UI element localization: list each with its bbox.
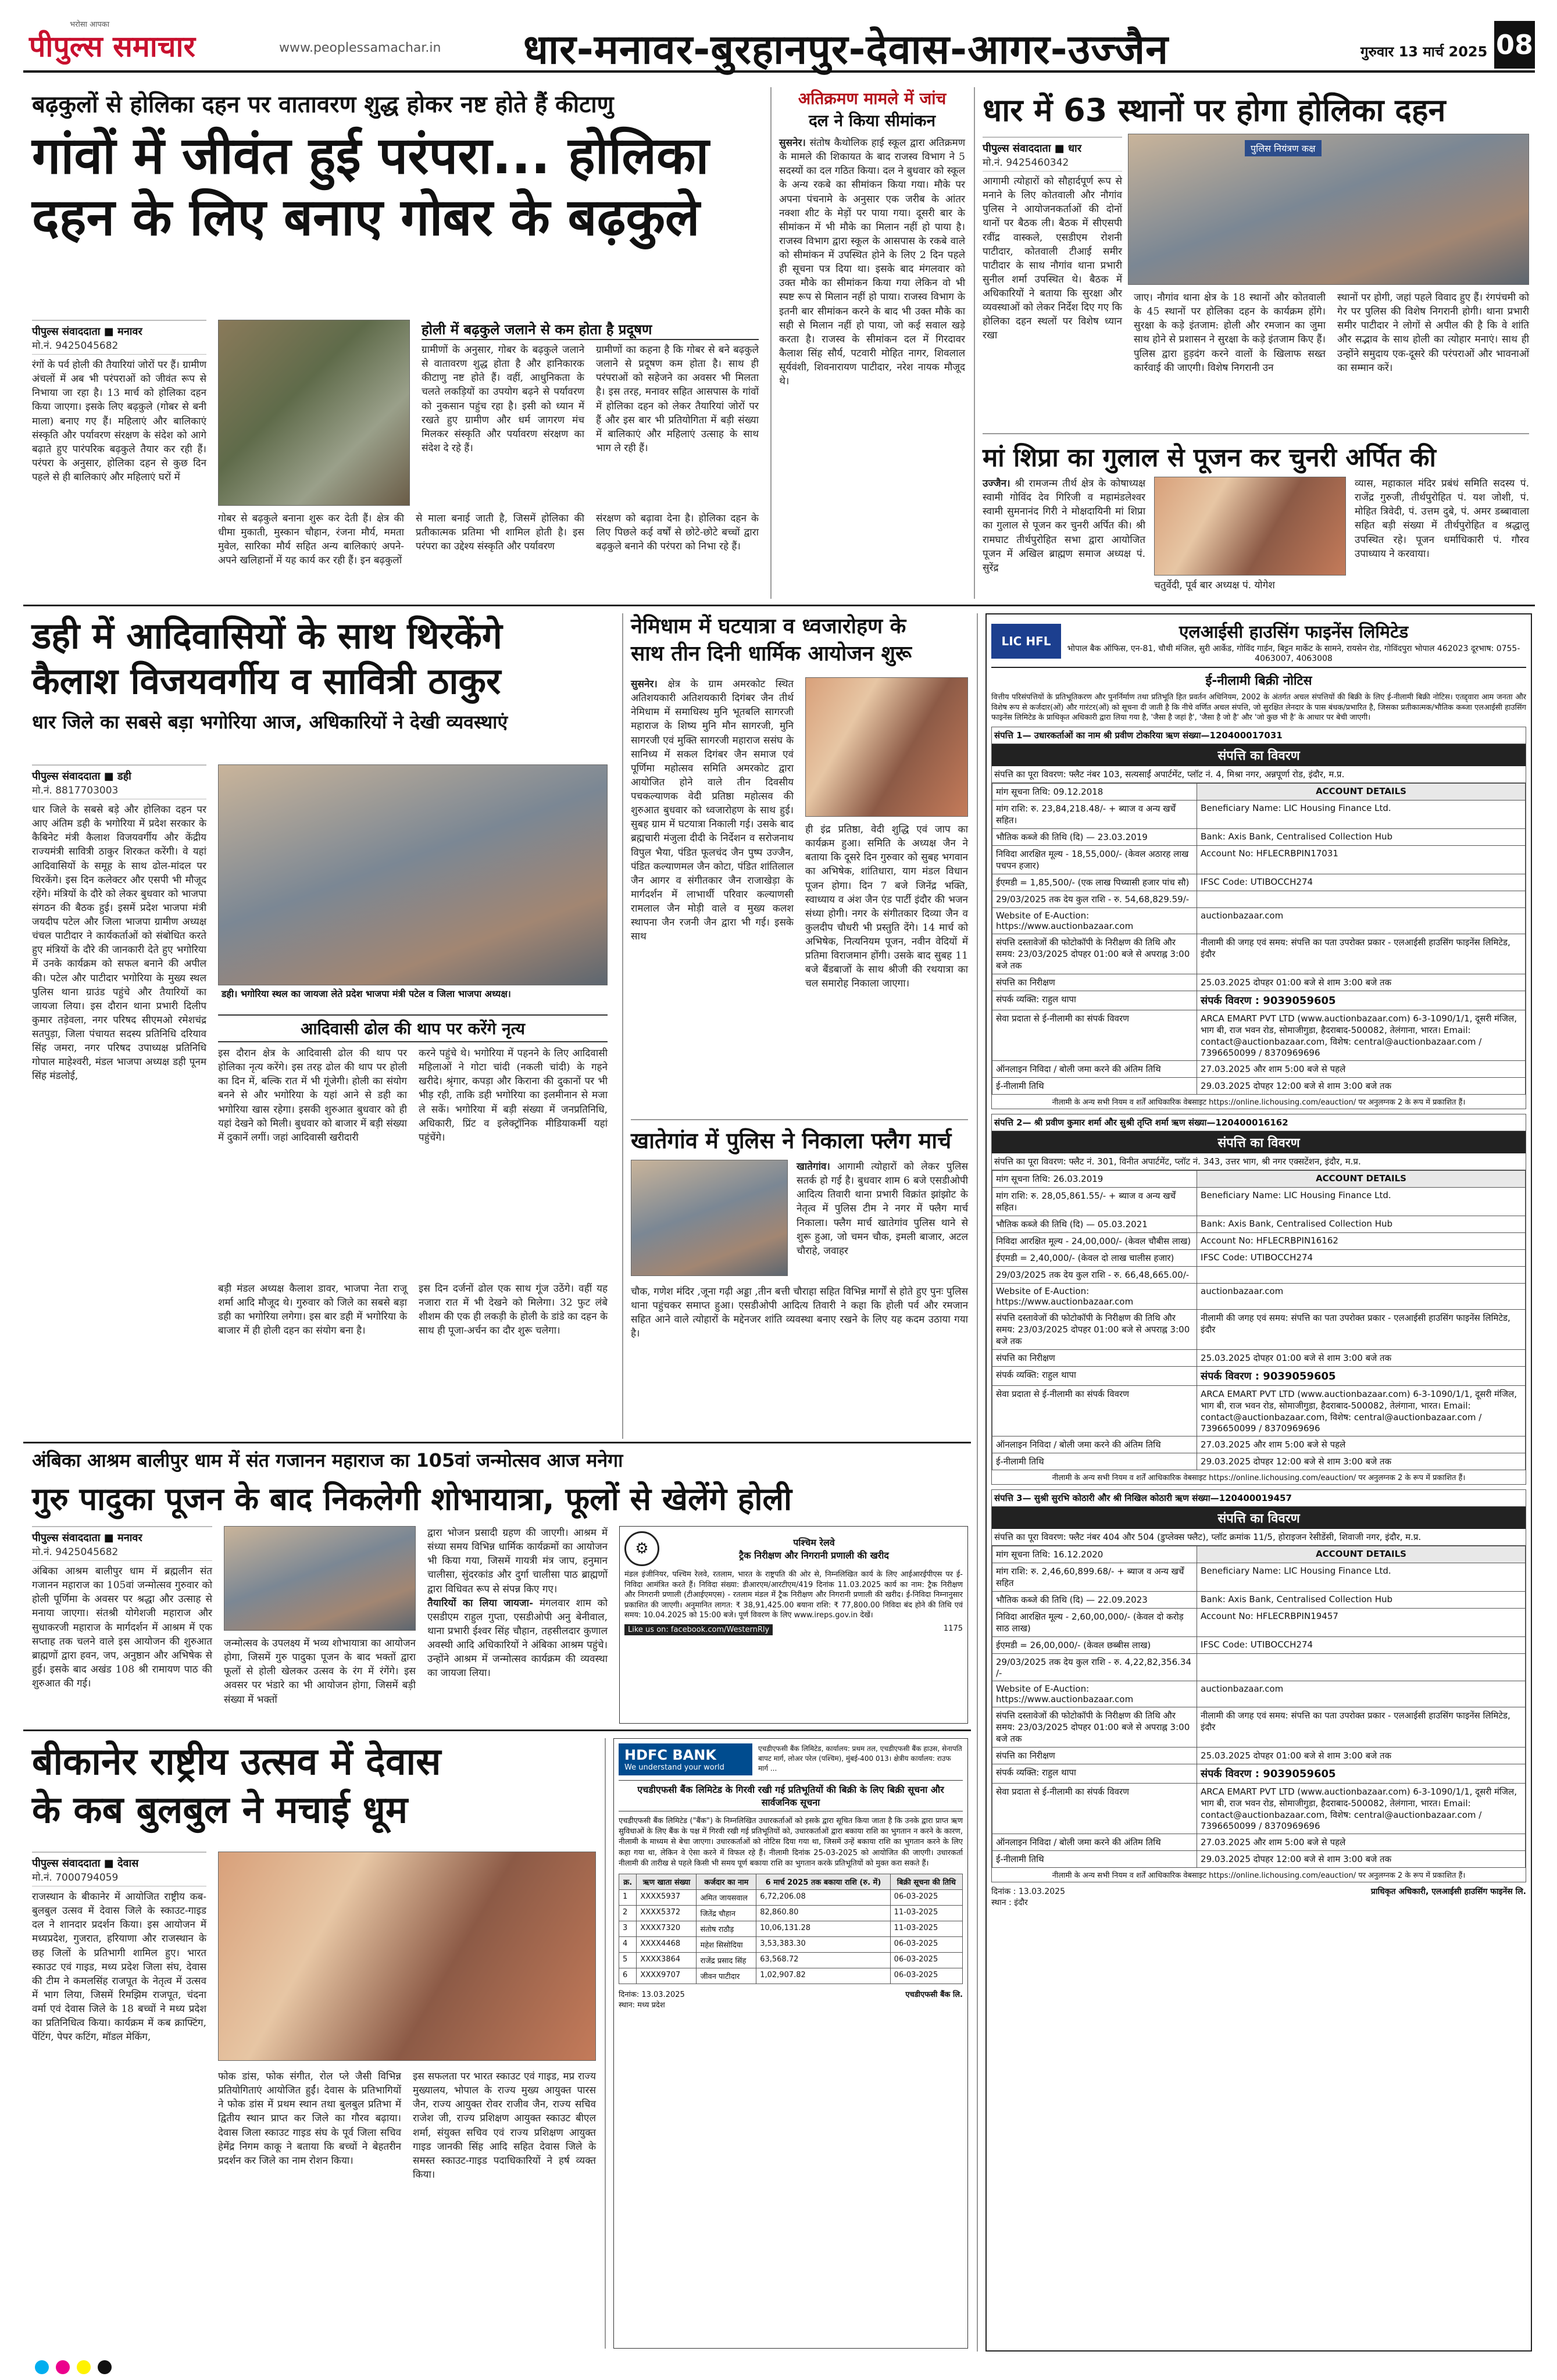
reporter-mobile: मो.नं. 9425045682 [32,1545,212,1561]
table-header: कर्जदार का नाम [697,1874,756,1889]
story-title-line2[interactable]: के कब बुलबुल ने मचाई धूम [32,1789,408,1832]
lic-hfl-notice: LIC HFL एलआईसी हाउसिंग फाइनेंस लिमिटेड भोपाल बैक ऑफिस, एन-81, चौथी मंजिल, सुरी आर्केड, गोविंद गार्डन, बिट्टन मार्केट के सामने, रायसेन रोड, गोविंदपुरा भोपाल 462023 दूरभाष: 0755-4063007, 4063008 ई-नीलामी बिक्री नोटिस वित्तीय परिसंपत्तियों के प्रतिभूतिकरण और पुनर्निर्माण तथा प्रतिभूति हित प्रवर्तन अधिनियम, 2002 के अंतर्गत अचल संपत्तियों की बिक्री के लिए ई-नीलामी बिक्री नोटिस। एतद्द्वारा आम जनता और विशेष रूप से कर्जदार(ओं) और गारंटर(ओं) को सूचना दी जाती है कि नीचे वर्णित अचल संपत्ति, जो सुरक्षित लेनदार के पास बंधक/प्रभारित है, जिसका प्रतीकात्मक/भौतिक कब्जा एलआईसी हाउसिंग फाइनेंस लिमिटेड के प्राधिकृत अधिकारी द्वारा लिया गया है, 'जैसा है जहां है', 'जैसा है जो है' और 'जो कुछ भी है' के आधार पर बेची जाएगी। संपत्ति 1— उधारकर्ताओं का नाम श्री प्रवीण टोकरिया ऋण संख्या—120400017031 संपत्ति का विवरण संपत्ति का पूरा विवरण: फ्लैट नंबर 103, सत्यसाईं अपार्टमेंट, प्लॉट नं. 4, मिश्रा नगर, अन्नपूर्णा रोड, इंदौर, म.प्र. मांग सूचना तिथि: 09.12.2018 ACCOUNT DETAILS मांग राशि: रु. 23,84,218.48/- + ब्याज व अन्य खर्चें सहित। Beneficiary Name: LIC Housing Finance Ltd. भौतिक कब्जे की तिथि (दि) — 23.03.2019 Bank: Axis Bank, Centralised Collection Hub निविदा आरक्षित मूल्य - 18,55,000/- (केवल अठारह लाख पचपन हजार) Account No: HFLECRBPIN17031 ईएमडी = 1,85,500/- (एक लाख पिच्यासी हजार पांच सौ) IFSC Code: UTIBOCCH274 29/03/2025 तक देय कुल राशि - रु. 54,68,829.59/- Website of E-Auction: https://www.auctionbazaar.com auctionbazaar.com संपत्ति दस्तावेजों की फोटोकॉपी के निरीक्षण की तिथि और समय: 23/03/2025 दोपहर 01:00 बजे से अपराह्न 3:00 बजे तक नीलामी की जगह एवं समय: संपत्ति का पता उपरोक्त प्रकार - एलआईसी हाउसिंग फाइनेंस लिमिटेड, इंदौर संपत्ति का निरीक्षण 25.03.2025 दोपहर 01:00 बजे से शाम 3:00 बजे तक संपर्क व्यक्ति: राहुल थापा संपर्क विवरण : 9039059605 सेवा प्रदाता से ई-नीलामी का संपर्क विवरण ARCA EMART PVT LTD (www.auctionbazaar.com) 6-3-1090/1/1, दूसरी मंजिल, भाग बी, राज भवन रोड, सोमाजीगुडा, हैदराबाद-500082, तेलंगाना, भारत। Email: contact@auctionbazaar.com, विशेष: central@auctionbazaar.com / 7396650099 / 8370969696 ऑनलाइन निविदा / बोली जमा करने की अंतिम तिथि 27.03.2025 और शाम 5:00 बजे से पहले ई-नीलामी तिथि 29.03.2025 दोपहर 12:00 बजे से शाम 3:00 बजे तक नीलामी के अन्य सभी नियम व शर्तें आधिकारिक वेबसाइट https://online.lichousing.com/eauction/ पर अनुलग्नक 2 के रूप में प्रकाशित हैं। संपत्ति 2— श्री प्रवीण कुमार शर्मा और सुश्री तृप्ति शर्मा ऋण संख्या—120400016162 संपत्ति का विवरण संपत्ति का पूरा विवरण: फ्लैट नं. 301, विनीत अपार्टमेंट, प्लॉट नं. 343, उत्तर भाग, श्री नगर एक्सटेंशन, इंदौर, म.प्र. मांग सूचना तिथि: 26.03.2019 ACCOUNT DETAILS मांग राशि: रु. 28,05,861.55/- + ब्याज व अन्य खर्चें सहित। Beneficiary Name: LIC Housing Finance Ltd. भौतिक कब्जे की तिथि (दि) — 05.03.2021 Bank: Axis Bank, Centralised Collection Hub निविदा आरक्षित मूल्य - 24,00,000/- (केवल चौबीस लाख) Account No: HFLECRBPIN16162 ईएमडी = 2,40,000/- (केवल दो लाख चालीस हजार) IFSC Code: UTIBOCCH274 29/03/2025 तक देय कुल राशि - रु. 66,48,665.00/- Website of E-Auction: https://www.auctionbazaar.com auctionbazaar.com संपत्ति दस्तावेजों की फोटोकॉपी के निरीक्षण की तिथि और समय: 23/03/2025 दोपहर 01:00 बजे से अपराह्न 3:00 बजे तक नीलामी की जगह एवं समय: संपत्ति का पता उपरोक्त प्रकार - एलआईसी हाउसिंग फाइनेंस लिमिटेड, इंदौर संपत्ति का निरीक्षण 25.03.2025 दोपहर 01:00 बजे से शाम 3:00 बजे तक संपर्क व्यक्ति: राहुल थापा संपर्क विवरण : 9039059605 सेवा प्रदाता से ई-नीलामी का संपर्क विवरण ARCA EMART PVT LTD (www.auctionbazaar.com) 6-3-1090/1/1, दूसरी मंजिल, भाग बी, राज भवन रोड, सोमाजीगुडा, हैदराबाद-500082, तेलंगाना, भारत। Email: contact@auctionbazaar.com, विशेष: central@auctionbazaar.com / 7396650099 / 8370969696 ऑनलाइन निविदा / बोली जमा करने की अंतिम तिथि 27.03.2025 और शाम 5:00 बजे से पहले ई-नीलामी तिथि 29.03.2025 दोपहर 12:00 बजे से शाम 3:00 बजे तक नीलामी के अन्य सभी नियम व शर्तें आधिकारिक वेबसाइट https://online.lichousing.com/eauction/ पर अनुलग्नक 2 के रूप में प्रकाशित हैं। संपत्ति 3— सुश्री सुरभि कोठारी और श्री निखिल कोठारी ऋण संख्या—120400019457 संपत्ति का विवरण संपत्ति का पूरा विवरण: फ्लैट नंबर 404 और 504 (डुप्लेक्स फ्लैट), प्लॉट क्रमांक 11/5, होराइजन रेसीडेंसी, शिवाजी नगर, इंदौर, म.प्र. मांग सूचना तिथि: 16.12.2020 ACCOUNT DETAILS मांग राशि: रु. 2,46,60,899.68/- + ब्याज व अन्य खर्चें सहित Beneficiary Name: LIC Housing Finance Ltd. भौतिक कब्जे की तिथि (दि) — 22.09.2023 Bank: Axis Bank, Centralised Collection Hub निविदा आरक्षित मूल्य - 2,60,00,000/- (केवल दो करोड़ साठ लाख) Account No: HFLECRBPIN19457 ईएमडी = 26,00,000/- (केवल छब्बीस लाख) IFSC Code: UTIBOCCH274 29/03/2025 तक देय कुल राशि - रु. 4,22,82,356.34 /- Website of E-Auction: https://www.auctionbazaar.com auctionbazaar.com संपत्ति दस्तावेजों की फोटोकॉपी के निरीक्षण की तिथि और समय: 23/03/2025 दोपहर 01:00 बजे से अपराह्न 3:00 बजे तक नीलामी की जगह एवं समय: संपत्ति का पता उपरोक्त प्रकार - एलआईसी हाउसिंग फाइनेंस लिमिटेड, इंदौर संपत्ति का निरीक्षण 25.03.2025 दोपहर 01:00 बजे से शाम 3:00 बजे तक संपर्क व्यक्ति: राहुल थापा संपर्क विवरण : 9039059605 सेवा प्रदाता से ई-नीलामी का संपर्क विवरण ARCA EMART PVT LTD (www.auctionbazaar.com) 6-3-1090/1/1, दूसरी मंजिल, भाग बी, राज भवन रोड, सोमाजीगुडा, हैदराबाद-500082, तेलंगाना, भारत। Email: contact@auctionbazaar.com, विशेष: central@auctionbazaar.com / 7396650099 / 8370969696 ऑनलाइन निविदा / बोली जमा करने की अंतिम तिथि 27.03.2025 और शाम 5:00 बजे से पहले ई-नीलामी तिथि 29.03.2025 दोपहर 12:00 बजे से शाम 3:00 बजे तक नीलामी के अन्य सभी नियम व शर्तें आधिकारिक वेबसाइट https://online.lichousing.com/eauction/ पर अनुलग्नक 2 के रूप में प्रकाशित हैं। दिनांक : 13.03.2025 स्थान : इंदौर प्राधिकृत अधिकारी, एलआईसी हाउसिंग फाइनेंस लि. [985,613,1532,2352]
story-body-cont2: से माला बनाई जाती है, जिसमें होलिका की प्रतीकात्मक प्रतिमा भी शामिल होती है। इस परंपरा का उद्देश्य संस्कृति और पर्यावरण [416,513,584,553]
lic-address: भोपाल बैक ऑफिस, एन-81, चौथी मंजिल, सुरी आर्केड, गोविंद गार्डन, बिट्टन मार्केट के सामने, रायसेन रोड, गोविंदपुरा भोपाल 462023 दूरभाष: 0755-4063007, 4063008 [1067,644,1520,663]
lic-property-2: संपत्ति 2— श्री प्रवीण कुमार शर्मा और सुश्री तृप्ति शर्मा ऋण संख्या—120400016162 संपत्ति का विवरण संपत्ति का पूरा विवरण: फ्लैट नं. 301, विनीत अपार्टमेंट, प्लॉट नं. 343, उत्तर भाग, श्री नगर एक्सटेंशन, इंदौर, म.प्र. मांग सूचना तिथि: 26.03.2019 ACCOUNT DETAILS मांग राशि: रु. 28,05,861.55/- + ब्याज व अन्य खर्चें सहित। Beneficiary Name: LIC Housing Finance Ltd. भौतिक कब्जे की तिथि (दि) — 05.03.2021 Bank: Axis Bank, Centralised Collection Hub निविदा आरक्षित मूल्य - 24,00,000/- (केवल चौबीस लाख) Account No: HFLECRBPIN16162 ईएमडी = 2,40,000/- (केवल दो लाख चालीस हजार) IFSC Code: UTIBOCCH274 29/03/2025 तक देय कुल राशि - रु. 66,48,665.00/- Website of E-Auction: https://www.auctionbazaar.com auctionbazaar.com संपत्ति दस्तावेजों की फोटोकॉपी के निरीक्षण की तिथि और समय: 23/03/2025 दोपहर 01:00 बजे से अपराह्न 3:00 बजे तक नीलामी की जगह एवं समय: संपत्ति का पता उपरोक्त प्रकार - एलआईसी हाउसिंग फाइनेंस लिमिटेड, इंदौर संपत्ति का निरीक्षण 25.03.2025 दोपहर 01:00 बजे से शाम 3:00 बजे तक संपर्क व्यक्ति: राहुल थापा संपर्क विवरण : 9039059605 सेवा प्रदाता से ई-नीलामी का संपर्क विवरण ARCA EMART PVT LTD (www.auctionbazaar.com) 6-3-1090/1/1, दूसरी मंजिल, भाग बी, राज भवन रोड, सोमाजीगुडा, हैदराबाद-500082, तेलंगाना, भारत। Email: contact@auctionbazaar.com, विशेष: central@auctionbazaar.com / 7396650099 / 8370969696 ऑनलाइन निविदा / बोली जमा करने की अंतिम तिथि 27.03.2025 और शाम 5:00 बजे से पहले ई-नीलामी तिथि 29.03.2025 दोपहर 12:00 बजे से शाम 3:00 बजे तक नीलामी के अन्य सभी नियम व शर्तें आधिकारिक वेबसाइट https://online.lichousing.com/eauction/ पर अनुलग्नक 2 के रूप में प्रकाशित हैं। [991,1114,1526,1485]
table-cell: 11-03-2025 [890,1905,962,1921]
badkule-photo [218,320,410,506]
reporter-mobile: मो.नं. 9425045682 [32,338,206,355]
nemidham-photo [805,677,968,817]
story-body-col1: आगामी त्योहारों को सौहार्दपूर्ण रूप से मनाने के लिए कोतवाली और नौगांव पुलिस ने आयोजनकर्ताओं की दोनों थानों पर बैठक ली। बैठक में सीएसपी रवींद्र वास्कले, एसडीएम रोशनी पाटीदार, कोतवाली टीआई समीर पाटीदार के साथ नौगांव थाना प्रभारी सुनील शर्मा उपस्थित थे। बैठक में अधिकारियों ने बताया कि सुरक्षा और व्यवस्थाओं को लेकर निर्देश दिए गए कि होलिका दहन स्थलों पर विशेष ध्यान रखा [983,176,1122,342]
story-body-col1: सुसनेर। क्षेत्र के ग्राम अमरकोट स्थित अतिशयकारी अतिशयकारी दिगंबर जैन तीर्थ नेमिधाम में समाधिस्थ मुनि भूतबलि सागरजी महाराज के शिष्य मुनि मौन सागरजी, मुनि सागरजी एवं मुक्ति सागरजी महाराज ससंघ के सानिध्य में सकल दिगंबर जैन समाज एवं पूर्णिमा महोत्सव समिति अमरकोट द्वारा आयोजित होने वाले तीन दिवसीय पचकल्याणक वेदी प्रतिष्ठा महोत्सव की शुरुआत बुधवार को ध्वजारोहण के साथ हुई। सुबह ग्राम में घटयात्रा निकाली गई। उसके बाद ब्रह्मचारी मंजुला दीदी के निर्देशन व सरोजनाथ विपुल भैया, पंडित फूलचंद जैन पुष्प उज्जैन, पंडित कल्याणमल जैन कोटा, पंडित शांतिलाल जैन आगर व संगीतकार जैन राजाखेड़ा के मार्गदर्शन में लाभार्थी परिवार कल्याणसी रामलाल जैन मोड़ी वाले व मुख्य कलश स्थापना जैन रजनी जैन द्वारा भी गई। इसके साथ [631,678,794,943]
story-body-col3: ग्रामीणों का कहना है कि गोबर से बने बढ़कुले जलाने से प्रदूषण कम होता है। साथ ही परंपराओं को सहेजने का अवसर भी मिलता है। इस तरह, मनावर सहित आसपास के गांवों में होलिका दहन को लेकर तैयारियां जोरों पर हैं और इस बार भी प्रतियोगिता में बड़ी संख्या में बालिकाएं और महिलाएं उत्साह के साथ भाग ले रही हैं। [596,344,759,454]
hdfc-notice: HDFC BANK We understand your world एचडीएफसी बैंक लिमिटेड, कार्यालय: प्रथम तल, एचडीएफसी बैंक हाउस, सेनापति बापट मार्ग, लोअर परेल (पश्चिम), मुंबई-400 013। क्षेत्रीय कार्यालय: राउफ मार्ग ... एचडीएफसी बैंक लिमिटेड के गिरवी रखी गई प्रतिभूतियों की बिक्री के लिए बिक्री सूचना और सार्वजनिक सूचना एचडीएफसी बैंक लिमिटेड ("बैंक") के निम्नलिखित उधारकर्ताओं को इसके द्वारा सूचित किया जाता है कि उनके द्वारा प्राप्त ऋण सुविधाओं के लिए बैंक के पक्ष में गिरवी रखी गई प्रतिभूतियों को, उधारकर्ताओं द्वारा बकाया राशि का भुगतान न करने के कारण, नीलामी के माध्यम से बेचा जाएगा। उधारकर्ताओं को नोटिस दिया गया था, जिसमें उन्हें बकाया राशि का भुगतान करने के लिए कहा गया था, लेकिन वे ऐसा करने में विफल रहे हैं। नीलामी दिनांक 25-03-2025 को आयोजित की जाएगी। उधारकर्ता नीलामी की तारीख से पहले किसी भी समय पूर्ण बकाया राशि का भुगतान करके प्रतिभूतियों को मुक्त करा सकते हैं। क्र. ऋण खाता संख्या कर्जदार का नाम 6 मार्च 2025 तक बकाया राशि (रु. में) बिक्री सूचना की तिथि 1 XXXX5937 अमित जायसवाल 6,72,206.08 06-03-2025 2 XXXX5372 जितेंद्र चौहान 82,860.80 11-03-2025 3 XXXX7320 संतोष राठौड़ 10,06,131.28 11-03-2025 4 XXXX4468 महेश सिसोदिया 3,53,383.30 06-03-2025 5 XXXX3864 राजेंद्र प्रसाद सिंह 63,568.72 06-03-2025 6 XXXX9707 जीवन पाटीदार 1,02,907.82 06-03-2025 दिनांक: 13.03.2025 स्थान: मध्य प्रदेश एचडीएफसी बैंक लि. [613,1738,968,2349]
lic-logo: LIC HFL [991,624,1061,659]
table-cell: राजेंद्र प्रसाद सिंह [697,1952,756,1968]
table-header: क्र. [619,1874,637,1889]
story-body-col2: चौक, गणेश मंदिर ,जूना गढ़ी अड्डा ,तीन बत्ती चौराहा सहित विभिन्न मार्गों से होते हुए पुनः पुलिस थाना पहुंचकर समाप्त हुआ। एसडीओपी आदित्य तिवारी ने कहा कि होली पर्व और रमजान सहित आने वाले त्योहारों के मद्देनजर शांति व्यवस्था बनाए रखने के लिए यह कदम उठाया गया है। [631,1286,968,1340]
railway-body: मंडल इंजीनियर, पश्चिम रेलवे, रतलाम, भारत के राष्ट्रपति की ओर से, निम्नलिखित कार्य के लिए आईआरईपीएस पर ई-निविदा आमंत्रित करते हैं। निविदा संख्या: डीआरएम/आरटीएम/419 दिनांक 11.03.2025 कार्य का नाम: ट्रैक निरीक्षण और निगरानी प्रणाली (टीआईएमएस) - रतलाम मंडल में ट्रैक निरीक्षण और निगरानी प्रणाली की खरीद। ई-निविदा निम्नानुसार प्रकाशित की जाएगी। अनुमानित लागत: ₹ 38,91,425.00 बयाना राशि: ₹ 77,800.00 निविदा बंद होने की तिथि एवं समय: 10.04.2025 को 15:00 बजे। पूर्ण विवरण के लिए www.ireps.gov.in देखें। [624,1570,963,1620]
table-cell: 06-03-2025 [890,1889,962,1905]
railway-notice: ⚙ पश्चिम रेलवे ट्रैक निरीक्षण और निगरानी प्रणाली की खरीद मंडल इंजीनियर, पश्चिम रेलवे, रतलाम, भारत के राष्ट्रपति की ओर से, निम्नलिखित कार्य के लिए आईआरईपीएस पर ई-निविदा आमंत्रित करते हैं। निविदा संख्या: डीआरएम/आरटीएम/419 दिनांक 11.03.2025 कार्य का नाम: ट्रैक निरीक्षण और निगरानी प्रणाली (टीआईएमएस) - रतलाम मंडल में ट्रैक निरीक्षण और निगरानी प्रणाली की खरीद। ई-निविदा निम्नानुसार प्रकाशित की जाएगी। अनुमानित लागत: ₹ 38,91,425.00 बयाना राशि: ₹ 77,800.00 निविदा बंद होने की तिथि एवं समय: 10.04.2025 को 15:00 बजे। पूर्ण विवरण के लिए www.ireps.gov.in देखें। Like us on: facebook.com/WesternRly 1175 [619,1526,968,1724]
story-flag-march [631,1125,968,1427]
hdfc-title: एचडीएफसी बैंक लिमिटेड के गिरवी रखी गई प्रतिभूतियों की बिक्री के लिए बिक्री सूचना और सार्वजनिक सूचना [619,1780,963,1811]
table-header: 6 मार्च 2025 तक बकाया राशि (रु. में) [756,1874,890,1889]
story-body-col1: खातेगांव। आगामी त्योहारों को लेकर पुलिस सतर्क हो गई है। बुधवार शाम 6 बजे एसडीओपी आदित्य तिवारी थाना प्रभारी विक्रांत झांझोट के नेतृत्व में पुलिस टीम ने नगर में फ्लैग मार्च निकाला। फ्लैग मार्च खातेगांव पुलिस थाने से शुरू हुआ, जो चमन चौक, इमली बाजार, अटल चौराहे, जवाहर [797,1161,968,1257]
logo-tagline: भरोसा आपका [70,20,110,29]
story-title-line2[interactable]: कैलाश विजयवर्गीय व सावित्री ठाकुर [32,659,501,702]
story-title-line1[interactable]: नेमिधाम में घटयात्रा व ध्वजारोहण के [631,614,906,638]
story-body: रंगों के पर्व होली की तैयारियां जोरों पर हैं। ग्रामीण अंचलों में अब भी परंपराओं को जीवंत रूप से निभाया जा रहा है। 13 मार्च को होलिका दहन किया जाएगा। इसके लिए बढ़कुले (गोबर से बनी माला) बनाए गए हैं। महिलाएं और बालिकाएं संस्कृति और पर्यावरण संरक्षण के संदेश को आगे बढ़ाते हुए पारंपरिक बढ़कुले तैयार कर रही हैं। परंपरा के अनुसार, होलिका दहन से कुछ दिन पहले से ही बालिकाएं और महिलाएं घरों में [32,359,206,483]
story-title[interactable]: खातेगांव में पुलिस ने निकाला फ्लैग मार्च [631,1128,952,1153]
reporter-mobile: मो.नं. 7000794059 [32,1870,206,1886]
story-kicker: अतिक्रमण मामले में जांच [798,89,947,108]
story-body-col3: व्यास, महाकाल मंदिर प्रबंधं समिति सदस्य पं. राजेंद्र गुरुजी, तीर्थपुरोहित पं. यश जोशी, पं. मोहित त्रिवेदी, पं. उत्तम दुबे, पं. अमर डब्बावाला सहित बड़ी संख्या में तीर्थपुरोहित व श्रद्धालु उपस्थित रहे। पूजन धर्माधिकारी पं. गौरव उपाध्याय ने करवाया। [1355,478,1529,560]
story-subhead: आदिवासी ढोल की थाप पर करेंगे नृत्य [218,1014,608,1042]
table-cell: XXXX5372 [637,1905,697,1921]
railway-brand: पश्चिम रेलवे [793,1537,835,1548]
table-cell: महेश सिसोदिया [697,1936,756,1952]
auction-website[interactable]: Website of E-Auction: https://www.auctionbazaar.com [992,907,1197,934]
story-title-line1[interactable]: गांवों में जीवंत हुई परंपरा... होलिका [32,126,709,185]
table-row [619,1921,963,1936]
byline: पीपुल्स संवाददाता ■ मनावर [32,320,206,338]
table-cell: XXXX5937 [637,1889,697,1905]
hdfc-body: एचडीएफसी बैंक लिमिटेड ("बैंक") के निम्नलिखित उधारकर्ताओं को इसके द्वारा सूचित किया जाता है कि उनके द्वारा प्राप्त ऋण सुविधाओं के लिए बैंक के पक्ष में गिरवी रखी गई प्रतिभूतियों को, उधारकर्ताओं द्वारा बकाया राशि का भुगतान न करने के कारण, नीलामी के माध्यम से बेचा जाएगा। उधारकर्ताओं को नोटिस दिया गया था, जिसमें उन्हें बकाया राशि का भुगतान करने के लिए कहा गया था, लेकिन वे ऐसा करने में विफल रहे हैं। नीलामी दिनांक 25-03-2025 को आयोजित की जाएगी। उधारकर्ता नीलामी की तारीख से पहले किसी भी समय पूर्ण बकाया राशि का भुगतान करके प्रतिभूतियों को मुक्त करा सकते हैं। [619,1817,963,1868]
auction-website[interactable]: Website of E-Auction: https://www.auctionbazaar.com [992,1681,1197,1707]
hdfc-borrower-table [619,1874,963,1984]
table-cell: 63,568.72 [756,1952,890,1968]
table-cell: XXXX9707 [637,1968,697,1984]
story-body-col1: धार जिले के सबसे बड़े और होलिका दहन पर आए अंतिम डही के भगोरिया में प्रदेश सरकार के कैबिनेट मंत्री कैलाश विजयवर्गीय और केंद्रीय राज्यमंत्री सावित्री ठाकुर शिरकत करेंगी। वे यहां आदिवासियों के समूह के साथ ढोल-मांदल पर थिरकेंगे। इस दिन कलेक्टर और एसपी भी मौजूद रहेंगे। मंत्रियों के दौरे को लेकर बुधवार को भाजपा संगठन की बैठक हुई। इसमें प्रदेश भाजपा मंत्री जयदीप पटेल और जिला भाजपा ग्रामीण अध्यक्ष चंचल पाटीदार ने कार्यकर्ताओं को संबोधित करते हुए मंत्रियों के दौरे की जानकारी देते हुए भगोरिया में उनके कार्यक्रम को सफल बनाने की अपील की। पटेल और पाटीदार भगोरिया के मुख्य स्थल पुलिस थाना ग्राउंड पहुंचे और तैयारियों का जायजा लिया। इस दौरान थाना प्रभारी दिलीप कुमार तड़ेवला, नगर परिषद सीएमओ रमेशचंद्र सतपुड़ा, जिला पंचायत सदस्य प्रतिनिधि दरियाव सिंह जमरा, नगर परिषद उपाध्यक्ष प्रतिनिधि गोपाल माहेश्वरी, मंडल भाजपा अध्यक्ष डही पूनम सिंह मंडलोई, [32,804,206,1082]
ashram-photo [224,1526,416,1631]
story-kicker: बढ़कुलों से होलिका दहन पर वातावरण शुद्ध होकर नष्ट होते हैं कीटाणु [32,91,614,118]
story-body-cont3: इस दिन दर्जनों ढोल एक साथ गूंज उठेंगे। वहीं यह नजारा रात में भी देखने को मिलेगा। 32 फुट लंबे शीशम की एक ही लकड़ी के होली के डांडे का दहन के साथ ही पूजा-अर्चन का दौर शुरू चलेगा। [419,1283,608,1337]
story-body-col3: इस सफलता पर भारत स्काउट एवं गाइड, मप्र राज्य मुख्यालय, भोपाल के राज्य मुख्य आयुक्त पारस जैन, राज्य आयुक्त रोवर राजीव जैन, राज्य सचिव राजेश जी, राज्य प्रशिक्षण आयुक्त स्काउट बीएल शर्मा, संयुक्त सचिव एवं राज्य प्रशिक्षण आयुक्त गाइड जानकी सिंह आदि सहित देवास जिले के समस्त स्काउट-गाइड पदाधिकारियों ने हर्ष व्यक्त किया। [413,2071,596,2181]
property-label: संपत्ति का विवरण [992,1507,1526,1529]
masthead [23,17,1535,73]
story-title[interactable]: गुरु पादुका पूजन के बाद निकलेगी शोभायात्रा, फूलों से खेलेंगे होली [32,1481,792,1517]
byline: पीपुल्स संवाददाता ■ धार [983,137,1122,155]
table-cell: जीवन पाटीदार [697,1968,756,1984]
table-cell: 06-03-2025 [890,1968,962,1984]
region-title: धार-मनावर-बुरहानपुर-देवास-आगर-उज्जैन [523,26,1169,73]
table-cell: XXXX3864 [637,1952,697,1968]
table-cell: 06-03-2025 [890,1952,962,1968]
story-title-line1[interactable]: बीकानेर राष्ट्रीय उत्सव में देवास [32,1741,441,1784]
story-body-col2: इस दौरान क्षेत्र के आदिवासी ढोल की थाप पर होलिका नृत्य करेंगे। इस तरह ढोल की थाप पर होली का दिन में, बल्कि रात में भी गूंजेगी। होली का संयोग बनने से और भगोरिया के यहां आने से डही का भगोरिया खास रहेगा। इसकी शुरुआत बुधवार को ही यहां देखने को मिली। बुधवार को बाजार में बड़ी संख्या में दुकानें लगीं। जहां आदिवासी खरीदारी [218,1048,407,1143]
hdfc-address: एचडीएफसी बैंक लिमिटेड, कार्यालय: प्रथम तल, एचडीएफसी बैंक हाउस, सेनापति बापट मार्ग, लोअर परेल (पश्चिम), मुंबई-400 013। क्षेत्रीय कार्यालय: राउफ मार्ग ... [758,1745,962,1773]
police-meeting-photo [1128,134,1529,285]
story-body-col2: जाए। नौगांव थाना क्षेत्र के 18 स्थानों और कोतवाली के 45 स्थानों पर होलिका दहन के कार्यक्रम होंगे। सुरक्षा के कड़े इंतजाम: होली और रमजान का जुमा साथ होने से प्रशासन ने सुरक्षा के कड़े इंतजाम किए हैं। पुलिस द्वारा हुड़दंग करने वालों के खिलाफ सख्त कार्रवाई की जाएगी। विशेष निगरानी उन [1134,292,1326,374]
issue-date: गुरुवार 13 मार्च 2025 [1360,44,1488,60]
table-cell: 6 [619,1968,637,1984]
property-label: संपत्ति का विवरण [992,744,1526,766]
story-nemidham [631,613,968,1113]
story-body-col3: द्वारा भोजन प्रसादी ग्रहण की जाएगी। आश्रम में संध्या समय विभिन्न धार्मिक कार्यक्रमों का आयोजन भी किया गया, जिसमें गायत्री मंत्र जाप, हनुमान चालीसा, सुंदरकांड और दुर्गा चालीसा पाठ ब्राह्मणों द्वारा विधिवत रूप से संपन्न किए गए। [427,1527,608,1595]
table-cell: 06-03-2025 [890,1936,962,1952]
story-body-col2: फोक डांस, फोक संगीत, रोल प्ले जैसी विभिन्न प्रतियोगिताएं आयोजित हुईं। देवास के प्रतिभागियों ने फोक डांस में प्रथम स्थान तथा बुलबुल प्रतिभा में द्वितीय स्थान प्राप्त कर जिले का गौरव बढ़ाया। देवास जिला स्काउट गाइड संघ के पूर्व जिला सचिव हेमेंद्र निगम काकू ने बताया कि बच्चों ने बेहतरीन प्रदर्शन कर जिले का नाम रोशन किया। [218,2071,401,2167]
table-cell: 6,72,206.08 [756,1889,890,1905]
table-cell: 5 [619,1952,637,1968]
table-row [619,1952,963,1968]
story-body: सुसनेर। संतोष कैथोलिक हाई स्कूल द्वारा अतिक्रमण के मामले की शिकायत के बाद राजस्व विभाग ने 5 सदस्यों का दल गठित किया। दल ने बुधवार को स्कूल के अन्य रकबे का सीमांकन किया गया। मौके पर अपना पंचनामे के अनुसार एक जरीब के आंतर नक्शा शीट के मेड़ों पर पाया गया। दूसरी बार के सीमांकन में भी मौके का मिलान नहीं हो पाया है। राजस्व विभाग द्वारा स्कूल के आसपास के रकबे वाले को सीमांकन में उपस्थित होने के लिए 2 दिन पहले ही सूचना पत्र दिया था। इसके बाद मंगलवार को उक्त मौके का सीमांकन किया गया लेकिन वो भी स्पष्ट रूप से मिलान नहीं हो पाया। राजस्व विभाग के इतनी बार सीमांकन करने के बाद भी उक्त मौके का सही से मिलान नहीं हो पाया, जो कई सवाल खड़े करता है। राजस्व के सीमांकन दल में गिरदावर कैलाश सिंह सौर्य, पटवारी मोहित नागर, शिवलाल सूर्यवंशी, शिवनारायण पाटीदार, नरेश नायक मौजूद थे। [779,137,966,388]
table-cell: 3 [619,1921,637,1936]
story-shipra [983,439,1529,599]
railway-title: ट्रैक निरीक्षण और निगरानी प्रणाली की खरीद [739,1550,889,1561]
story-body-cont2: बड़ी मंडल अध्यक्ष कैलाश डावर, भाजपा नेता राजू शर्मा आदि मौजूद थे। गुरुवार को जिले का सबसे बड़ा डही का भगोरिया लगेगा। इस बार डही में भगोरिया के बाजार में ही होली दहन का संयोग बना है। [218,1283,407,1337]
table-cell: 3,53,383.30 [756,1936,890,1952]
photo-caption: डही। भगोरिया स्थल का जायजा लेते प्रदेश भाजपा मंत्री पटेल व जिला भाजपा अध्यक्ष। [218,985,608,1002]
story-body-col1: राजस्थान के बीकानेर में आयोजित राष्ट्रीय कब-बुलबुल उत्सव में देवास जिले के स्काउट-गाइड दल ने शानदार प्रदर्शन किया। इस आयोजन में मध्यप्रदेश, गुजरात, हरियाणा और राजस्थान के छह जिलों के प्रतिभागी शामिल हुए। भारत स्काउट एवं गाइड, मध्य प्रदेश जिला संघ, देवास की टीम ने कमलसिंह राजपूत के नेतृत्व में उत्सव में भाग लिया, जिसमें रिमझिम राजपूत, चंदना वर्मा एवं देवास जिले के 18 बच्चों ने मध्य प्रदेश का प्रतिनिधित्व किया। कार्यक्रम में कब क्राफ्टिंग, पेंटिंग, पेपर कटिंग, मॉडल मेकिंग, [32,1891,206,2043]
story-title-line1[interactable]: डही में आदिवासियों के साथ थिरकेंगे [32,614,502,657]
story-body-cont1: गोबर से बढ़कुले बनाना शुरू कर देती हैं। क्षेत्र की धीमा मुकाती, मुस्कान चौहान, रंजना मौर्य, ममता मुवेल, सारिका मौर्य सहित अन्य बालिकाएं अपने-अपने खलिहानों में यह कार्य कर रही हैं। इन बढ़कुलों [218,513,404,567]
table-cell: संतोष राठौड़ [697,1921,756,1936]
flag-march-photo [631,1160,788,1276]
registration-mark [56,2360,70,2374]
story-body-col3b: तैयारियों का लिया जायजा- मंगलवार शाम को एसडीएम राहुल गुप्ता, एसडीओपी अनु बेनीवाल, थाना प्रभारी ईश्वर सिंह चौहान, तहसीलदार कुणाल अवस्थी आदि अधिकारियों ने अंबिका आश्रम पहुंचे। उन्होंने आश्रम में जन्मोत्सव कार्यक्रम की व्यवस्था का जायजा लिया। [427,1597,608,1679]
table-cell: 4 [619,1936,637,1952]
table-header: ऋण खाता संख्या [637,1874,697,1889]
story-kicker: धार जिले का सबसे बड़ा भगोरिया आज, अधिकारियों ने देखी व्यवस्थाएं [32,711,508,733]
story-body-col2: चतुर्वेदी, पूर्व बार अध्यक्ष पं. योगेश [1154,580,1275,591]
property-label: संपत्ति का विवरण [992,1131,1526,1153]
railway-logo: ⚙ [624,1531,659,1566]
shipra-puja-photo [1154,477,1346,576]
table-cell: 10,06,131.28 [756,1921,890,1936]
table-cell: 11-03-2025 [890,1921,962,1936]
byline: पीपुल्स संवाददाता ■ देवास [32,1852,206,1870]
logo[interactable]: पीपुल्स समाचार [29,29,195,63]
table-cell: 1 [619,1889,637,1905]
story-body-col3: करने पहुंचे थे। भगोरिया में पहनने के लिए आदिवासी महिलाओं ने गोटा चांदी (नकली चांदी) के गहने खरीदे। श्रृंगार, कपड़ा और किराना की दुकानों पर भी भीड़ रही, ताकि डही भगोरिया का इलमीनान से मजा ले सकें। भगोरिया में बड़ी संख्या में जनप्रतिनिधि, अधिकारी, प्रिंट व इलेक्ट्रॉनिक मीडियाकर्मी यहां पहुंचेंगे। [419,1048,608,1143]
table-cell: 2 [619,1905,637,1921]
registration-mark [98,2360,112,2374]
scouts-photo [218,1852,596,2061]
story-body-col1: उज्जैन। श्री रामजन्म तीर्थ क्षेत्र के कोषाध्यक्ष स्वामी गोविंद देव गिरिजी व महामंडलेश्वर स्वामी सुमनानंद गिरी ने मोक्षदायिनी मां शिप्रा का गुलाल से पूजन कर चुनरी अर्पित की। श्री रामघाट तीर्थपुरोहित सभा द्वारा आयोजित पूजन में अखिल ब्राह्मण समाज अध्यक्ष पं. सुरेंद्र [983,478,1145,574]
story-dahi-bhagoria [32,613,613,1439]
reporter-mobile: मो.नं. 9425460342 [983,155,1122,171]
story-kicker: अंबिका आश्रम बालीपुर धाम में संत गजानन महाराज का 105वां जन्मोत्सव आज मनेगा [32,1449,623,1471]
table-row [619,1889,963,1905]
table-cell: 1,02,907.82 [756,1968,890,1984]
story-bikaner [32,1738,596,2349]
story-body-col2: जन्मोत्सव के उपलक्ष्य में भव्य शोभायात्रा का आयोजन होगा, जिसमें गुरु पादुका पूजन के बाद भक्तों द्वारा फूलों से होली खेलकर उत्सव के रंग में रंगेंगे। इस अवसर पर भंडारे का भी आयोजन होगा, जिसमें बड़ी संख्या में भक्तों [224,1638,416,1706]
byline: पीपुल्स संवाददाता ■ डही [32,764,206,783]
story-title-line2[interactable]: दहन के लिए बनाए गोबर के बढ़कुले [32,187,700,247]
story-title-line2[interactable]: साथ तीन दिनी धार्मिक आयोजन शुरू [631,641,912,666]
story-holika-dhar [983,87,1529,430]
lic-notice-title: ई-नीलामी बिक्री नोटिस [1205,674,1312,688]
table-cell: XXXX7320 [637,1921,697,1936]
story-subhead: होली में बढ़कुले जलाने से कम होता है प्रदूषण [422,320,759,340]
lic-property-3: संपत्ति 3— सुश्री सुरभि कोठारी और श्री निखिल कोठारी ऋण संख्या—120400019457 संपत्ति का विवरण संपत्ति का पूरा विवरण: फ्लैट नंबर 404 और 504 (डुप्लेक्स फ्लैट), प्लॉट क्रमांक 11/5, होराइजन रेसीडेंसी, शिवाजी नगर, इंदौर, म.प्र. मांग सूचना तिथि: 16.12.2020 ACCOUNT DETAILS मांग राशि: रु. 2,46,60,899.68/- + ब्याज व अन्य खर्चें सहित Beneficiary Name: LIC Housing Finance Ltd. भौतिक कब्जे की तिथि (दि) — 22.09.2023 Bank: Axis Bank, Centralised Collection Hub निविदा आरक्षित मूल्य - 2,60,00,000/- (केवल दो करोड़ साठ लाख) Account No: HFLECRBPIN19457 ईएमडी = 26,00,000/- (केवल छब्बीस लाख) IFSC Code: UTIBOCCH274 29/03/2025 तक देय कुल राशि - रु. 4,22,82,356.34 /- Website of E-Auction: https://www.auctionbazaar.com auctionbazaar.com संपत्ति दस्तावेजों की फोटोकॉपी के निरीक्षण की तिथि और समय: 23/03/2025 दोपहर 01:00 बजे से अपराह्न 3:00 बजे तक नीलामी की जगह एवं समय: संपत्ति का पता उपरोक्त प्रकार - एलआईसी हाउसिंग फाइनेंस लिमिटेड, इंदौर संपत्ति का निरीक्षण 25.03.2025 दोपहर 01:00 बजे से शाम 3:00 बजे तक संपर्क व्यक्ति: राहुल थापा संपर्क विवरण : 9039059605 सेवा प्रदाता से ई-नीलामी का संपर्क विवरण ARCA EMART PVT LTD (www.auctionbazaar.com) 6-3-1090/1/1, दूसरी मंजिल, भाग बी, राज भवन रोड, सोमाजीगुडा, हैदराबाद-500082, तेलंगाना, भारत। Email: contact@auctionbazaar.com, विशेष: central@auctionbazaar.com / 7396650099 / 8370969696 ऑनलाइन निविदा / बोली जमा करने की अंतिम तिथि 27.03.2025 और शाम 5:00 बजे से पहले ई-नीलामी तिथि 29.03.2025 दोपहर 12:00 बजे से शाम 3:00 बजे तक नीलामी के अन्य सभी नियम व शर्तें आधिकारिक वेबसाइट https://online.lichousing.com/eauction/ पर अनुलग्नक 2 के रूप में प्रकाशित हैं। [991,1489,1526,1882]
story-title[interactable]: धार में 63 स्थानों पर होगा होलिका दहन [983,92,1446,128]
registration-mark [77,2360,91,2374]
hdfc-logo: HDFC BANK We understand your world [619,1743,752,1775]
website-link[interactable]: www.peoplessamachar.in [279,41,441,55]
story-body-col1: अंबिका आश्रम बालीपुर धाम में ब्रह्मलीन संत गजानन महाराज का 105वां जन्मोत्सव गुरुवार को होली पूर्णिमा के अवसर पर श्रद्धा और उत्साह से मनाया जाएगा। संतश्री योगेशजी महाराज और सुधाकरजी महाराज के मार्गदर्शन में आश्रम में एक सप्ताह तक चलने वाले इस आयोजन की शुरुआत ब्राह्मणों द्वारा हवन, जप, अनुष्ठान और अभिषेक से हुई। इसके बाद अखंड 108 श्री रामायण पाठ की शुरुआत की गई। [32,1566,212,1689]
story-body-col3: स्थानों पर होगी, जहां पहले विवाद हुए हैं। रंगपंचमी को गेर पर पुलिस की विशेष निगरानी होगी। थाना प्रभारी समीर पाटीदार ने लोगों से अपील की है कि वे शांति और सद्भाव के साथ होली का त्योहार मनाएं। साथ ही उन्होंने समुदाय एक-दूसरे की परंपराओं और भावनाओं का सम्मान करें। [1337,292,1529,374]
story-title[interactable]: मां शिप्रा का गुलाल से पूजन कर चुनरी अर्पित की [983,443,1436,473]
story-body-cont3: संरक्षण को बढ़ावा देना है। होलिका दहन के लिए पिछले कई वर्षों से छोटे-छोटे बच्चों द्वारा बढ़कुले बनाने की परंपरा को निभा रहे हैं। [596,513,759,553]
table-header: बिक्री सूचना की तिथि [890,1874,962,1889]
story-title[interactable]: दल ने किया सीमांकन [808,111,936,130]
reporter-mobile: मो.नं. 8817703003 [32,783,206,799]
story-body-col2: ही इंद्र प्रतिष्ठा, वेदी शुद्धि एवं जाप का कार्यक्रम हुआ। समिति के अध्यक्ष जैन ने बताया कि दूसरे दिन गुरुवार को सुबह भगवान का अभिषेक, शांतिधारा, याग मंडल विधान पूजन होगा। दिन 7 बजे जिनेंद्र भक्ति, स्वाध्याय व अंश जैन एंड पार्टी इंदौर की भजन संध्या होगी। नगर के संगीतकार दिव्या जैन व कुलदीप चौधरी भी प्रस्तुति देंगे। 14 मार्च को अभिषेक, नित्यनियम पूजन, नवीन वेदियों में प्रतिमा विराजमान होंगी। उसके बाद सुबह 11 बजे बैंडबाजों के साथ श्रीजी की रथयात्रा का चल समारोह निकाला जाएगा। [805,824,968,990]
table-cell: जितेंद्र चौहान [697,1905,756,1921]
photo-banner: पुलिस नियंत्रण कक्ष [1245,140,1322,156]
table-row [619,1968,963,1984]
byline: पीपुल्स संवाददाता ■ मनावर [32,1526,212,1545]
table-cell: अमित जायसवाल [697,1889,756,1905]
railway-social[interactable]: Like us on: facebook.com/WesternRly [624,1624,773,1635]
story-atikraman [779,87,965,599]
table-row [619,1905,963,1921]
lic-intro: वित्तीय परिसंपत्तियों के प्रतिभूतिकरण और पुनर्निर्माण तथा प्रतिभूति हित प्रवर्तन अधिनियम, 2002 के अंतर्गत अचल संपत्तियों की बिक्री के लिए ई-नीलामी बिक्री नोटिस। एतद्द्वारा आम जनता और विशेष रूप से कर्जदार(ओं) और गारंटर(ओं) को सूचना दी जाती है कि नीचे वर्णित अचल संपत्ति, जो सुरक्षित लेनदार के पास बंधक/प्रभारित है, जिसका प्रतीकात्मक/भौतिक कब्जा एलआईसी हाउसिंग फाइनेंस लिमिटेड के प्राधिकृत अधिकारी द्वारा लिया गया है, 'जैसा है जहां है', 'जैसा है जो है' और 'जो कुछ भी है' के आधार पर बेची जाएगी। [991,693,1526,723]
bhagoria-inspection-photo [218,764,608,985]
auction-website[interactable]: Website of E-Auction: https://www.auctionbazaar.com [992,1283,1197,1309]
table-cell: XXXX4468 [637,1936,697,1952]
table-cell: 82,860.80 [756,1905,890,1921]
table-row [619,1936,963,1952]
story-badkule [32,87,765,599]
registration-mark [35,2360,49,2374]
lic-property-1: संपत्ति 1— उधारकर्ताओं का नाम श्री प्रवीण टोकरिया ऋण संख्या—120400017031 संपत्ति का विवरण संपत्ति का पूरा विवरण: फ्लैट नंबर 103, सत्यसाईं अपार्टमेंट, प्लॉट नं. 4, मिश्रा नगर, अन्नपूर्णा रोड, इंदौर, म.प्र. मांग सूचना तिथि: 09.12.2018 ACCOUNT DETAILS मांग राशि: रु. 23,84,218.48/- + ब्याज व अन्य खर्चें सहित। Beneficiary Name: LIC Housing Finance Ltd. भौतिक कब्जे की तिथि (दि) — 23.03.2019 Bank: Axis Bank, Centralised Collection Hub निविदा आरक्षित मूल्य - 18,55,000/- (केवल अठारह लाख पचपन हजार) Account No: HFLECRBPIN17031 ईएमडी = 1,85,500/- (एक लाख पिच्यासी हजार पांच सौ) IFSC Code: UTIBOCCH274 29/03/2025 तक देय कुल राशि - रु. 54,68,829.59/- Website of E-Auction: https://www.auctionbazaar.com auctionbazaar.com संपत्ति दस्तावेजों की फोटोकॉपी के निरीक्षण की तिथि और समय: 23/03/2025 दोपहर 01:00 बजे से अपराह्न 3:00 बजे तक नीलामी की जगह एवं समय: संपत्ति का पता उपरोक्त प्रकार - एलआईसी हाउसिंग फाइनेंस लिमिटेड, इंदौर संपत्ति का निरीक्षण 25.03.2025 दोपहर 01:00 बजे से शाम 3:00 बजे तक संपर्क व्यक्ति: राहुल थापा संपर्क विवरण : 9039059605 सेवा प्रदाता से ई-नीलामी का संपर्क विवरण ARCA EMART PVT LTD (www.auctionbazaar.com) 6-3-1090/1/1, दूसरी मंजिल, भाग बी, राज भवन रोड, सोमाजीगुडा, हैदराबाद-500082, तेलंगाना, भारत। Email: contact@auctionbazaar.com, विशेष: central@auctionbazaar.com / 7396650099 / 8370969696 ऑनलाइन निविदा / बोली जमा करने की अंतिम तिथि 27.03.2025 और शाम 5:00 बजे से पहले ई-नीलामी तिथि 29.03.2025 दोपहर 12:00 बजे से शाम 3:00 बजे तक नीलामी के अन्य सभी नियम व शर्तें आधिकारिक वेबसाइट https://online.lichousing.com/eauction/ पर अनुलग्नक 2 के रूप में प्रकाशित हैं। [991,727,1526,1109]
story-body-col2: ग्रामीणों के अनुसार, गोबर के बढ़कुले जलाने से वातावरण शुद्ध होता है और हानिकारक कीटाणु नष्ट होते हैं। वहीं, आधुनिकता के चलते लकड़ियों का उपयोग बढ़ने से पर्यावरण को नुकसान पहुंच रहा है। इसी को ध्यान में रखते हुए ग्रामीण और धर्म जागरण मंच मिलकर संस्कृति और पर्यावरण संरक्षण का संदेश दे रहे हैं। [422,344,584,454]
lic-signatory: प्राधिकृत अधिकारी, एलआईसी हाउसिंग फाइनेंस लि. [1370,1886,1526,1896]
page-number: 08 [1494,21,1535,69]
lic-title: एलआईसी हाउसिंग फाइनेंस लिमिटेड [1179,622,1409,642]
